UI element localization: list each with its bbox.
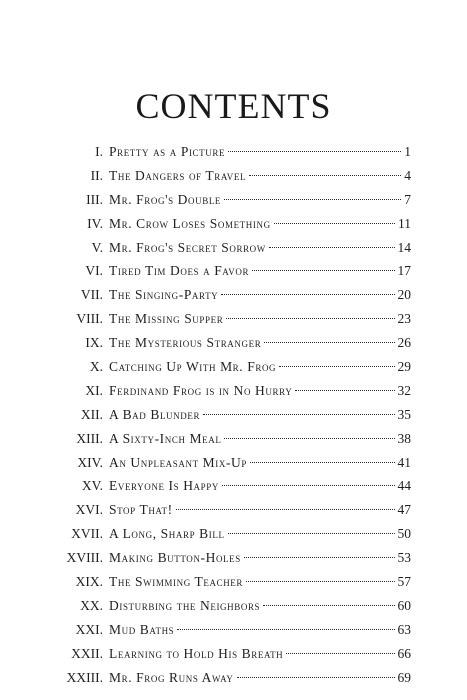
- dot-leader: [177, 629, 394, 630]
- dot-leader: [286, 653, 394, 654]
- chapter-title: Learning to Hold His Breath: [109, 645, 284, 661]
- chapter-number: XXIII.: [66, 669, 103, 685]
- page-number: 23: [397, 311, 411, 327]
- chapter-title: Pretty as a Picture: [109, 144, 226, 159]
- chapter-title: Catching Up With Mr. Frog: [109, 359, 277, 375]
- page-number: 53: [397, 550, 411, 566]
- page-number: 14: [397, 239, 411, 255]
- chapter-number: XV.: [81, 478, 103, 494]
- chapter-number: II.: [90, 167, 103, 183]
- toc-entry[interactable]: [60, 668, 411, 692]
- chapter-number: IX.: [85, 335, 103, 351]
- toc-entry[interactable]: [60, 261, 411, 285]
- chapter-title: Ferdinand Frog is in No Hurry: [109, 382, 293, 398]
- dot-leader: [226, 318, 394, 319]
- chapter-number: IV.: [87, 215, 103, 231]
- chapter-number: XXII.: [71, 645, 103, 661]
- toc-entry[interactable]: [60, 285, 411, 309]
- chapter-number: VII.: [80, 287, 103, 303]
- dot-leader: [203, 414, 394, 415]
- chapter-number: XII.: [80, 406, 103, 422]
- toc-entry[interactable]: [60, 429, 411, 453]
- chapter-number: XVI.: [75, 502, 103, 518]
- chapter-title: Mr. Frog's Secret Sorrow: [109, 239, 266, 255]
- dot-leader: [295, 390, 394, 391]
- chapter-number: XIX.: [75, 574, 103, 590]
- toc-entry[interactable]: [60, 190, 411, 214]
- page-number: 26: [397, 335, 411, 351]
- dot-leader: [224, 438, 394, 439]
- toc-entry[interactable]: [60, 500, 411, 524]
- page-number: 69: [397, 669, 411, 685]
- chapter-title: An Unpleasant Mix-Up: [109, 454, 247, 470]
- page-number: 4: [404, 167, 411, 183]
- page-number: 44: [397, 478, 411, 494]
- dot-leader: [224, 199, 401, 200]
- toc-entry[interactable]: [60, 572, 411, 596]
- chapter-number: X.: [89, 359, 103, 375]
- toc-entry[interactable]: [60, 381, 411, 405]
- page-number: 66: [397, 645, 411, 661]
- chapter-number: XIII.: [76, 430, 103, 446]
- page-number: 32: [397, 382, 411, 398]
- page-number: 29: [397, 359, 411, 375]
- page-number: 17: [397, 263, 411, 279]
- toc-entry[interactable]: [60, 524, 411, 548]
- page-title: CONTENTS: [135, 86, 332, 126]
- dot-leader: [274, 223, 395, 224]
- chapter-number: V.: [91, 239, 103, 255]
- chapter-title: The Missing Supper: [109, 311, 224, 327]
- page-number: 41: [397, 454, 411, 470]
- toc-entry[interactable]: [60, 620, 411, 644]
- toc-entry[interactable]: [60, 596, 411, 620]
- page-number: 57: [397, 574, 411, 590]
- dot-leader: [269, 247, 395, 248]
- dot-leader: [279, 366, 394, 367]
- chapter-title: The Dangers of Travel: [109, 167, 247, 183]
- chapter-number: I.: [95, 144, 103, 159]
- toc-entry[interactable]: [60, 309, 411, 333]
- page-number: 11: [398, 215, 411, 231]
- dot-leader: [176, 509, 395, 510]
- toc-entry[interactable]: [60, 142, 411, 166]
- chapter-title: Disturbing the Neighbors: [109, 597, 261, 613]
- page-number: 38: [397, 430, 411, 446]
- page-number: 50: [397, 526, 411, 542]
- chapter-title: The Singing-Party: [109, 287, 219, 303]
- chapter-title: Stop That!: [109, 502, 173, 518]
- dot-leader: [252, 270, 394, 271]
- page-number: 7: [404, 191, 411, 207]
- dot-leader: [222, 485, 395, 486]
- chapter-title: Mr. Crow Loses Something: [109, 215, 271, 231]
- chapter-number: III.: [86, 191, 103, 207]
- chapter-number: VI.: [85, 263, 103, 279]
- chapter-title: Mud Baths: [109, 621, 175, 637]
- toc-entry[interactable]: [60, 476, 411, 500]
- page-number: 20: [397, 287, 411, 303]
- dot-leader: [246, 581, 395, 582]
- toc-entry[interactable]: [60, 453, 411, 477]
- toc-entry[interactable]: [60, 166, 411, 190]
- chapter-number: XX.: [80, 597, 103, 613]
- chapter-title: Mr. Frog Runs Away: [109, 669, 234, 685]
- chapter-title: The Mysterious Stranger: [109, 335, 262, 351]
- chapter-number: XI.: [85, 382, 103, 398]
- dot-leader: [250, 462, 395, 463]
- chapter-title: Tired Tim Does a Favor: [109, 263, 250, 279]
- chapter-title: A Long, Sharp Bill: [109, 526, 225, 542]
- table-of-contents: [60, 142, 411, 691]
- toc-entry[interactable]: [60, 357, 411, 381]
- chapter-number: XVII.: [71, 526, 103, 542]
- chapter-title: A Sixty-Inch Meal: [109, 430, 222, 446]
- page-number: 47: [397, 502, 411, 518]
- chapter-number: XXI.: [75, 621, 103, 637]
- chapter-title: Everyone Is Happy: [109, 478, 219, 494]
- chapter-title: Mr. Frog's Double: [109, 191, 222, 207]
- dot-leader: [221, 294, 394, 295]
- page-number: 60: [397, 597, 411, 613]
- dot-leader: [244, 557, 395, 558]
- toc-entry[interactable]: [60, 333, 411, 357]
- chapter-title: A Bad Blunder: [109, 406, 201, 422]
- chapter-number: XIV.: [77, 454, 103, 470]
- dot-leader: [228, 533, 395, 534]
- dot-leader: [237, 677, 395, 678]
- dot-leader: [264, 342, 394, 343]
- chapter-number: XVIII.: [66, 550, 103, 566]
- toc-entry[interactable]: [60, 214, 411, 238]
- dot-leader: [249, 175, 401, 176]
- toc-entry[interactable]: [60, 548, 411, 572]
- dot-leader: [263, 605, 394, 606]
- page-number: 63: [397, 621, 411, 637]
- page-number: 35: [397, 406, 411, 422]
- toc-entry[interactable]: [60, 405, 411, 429]
- toc-entry[interactable]: [60, 644, 411, 668]
- dot-leader: [228, 151, 401, 152]
- chapter-number: VIII.: [76, 311, 103, 327]
- page-number: 1: [404, 144, 411, 159]
- chapter-title: Making Button-Holes: [109, 550, 241, 566]
- chapter-title: The Swimming Teacher: [109, 574, 243, 590]
- toc-entry[interactable]: [60, 238, 411, 262]
